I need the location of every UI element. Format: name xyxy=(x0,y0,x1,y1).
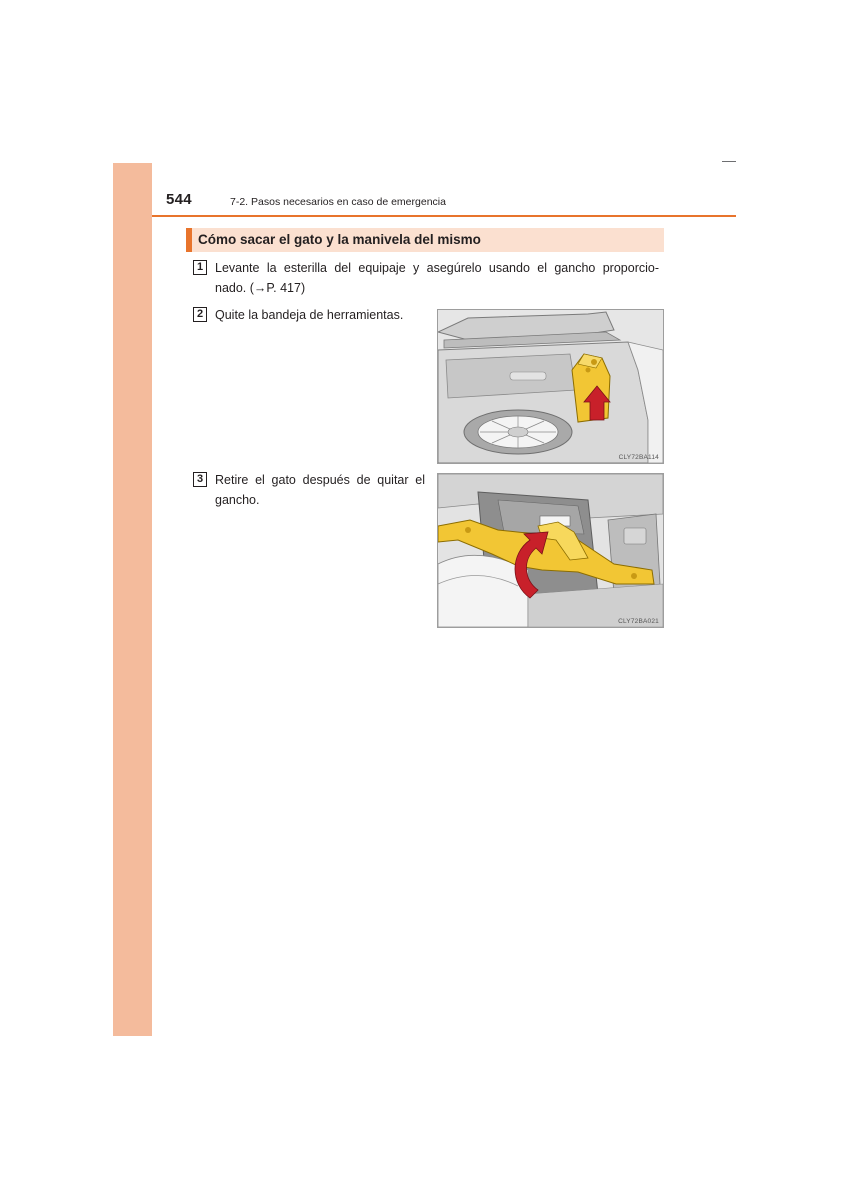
step-1-text-line2: nado. (→P. 417) xyxy=(215,281,306,295)
step-3-text-line2: gancho. xyxy=(215,493,260,507)
header-rule xyxy=(152,215,736,217)
step-3-number: 3 xyxy=(193,472,207,487)
jack-removal-illustration xyxy=(437,473,664,628)
step-1-text-line1: Levante la esterilla del equipaje y asegúrelo usando el gancho proporcio- xyxy=(215,261,659,275)
chapter-title: 7-2. Pasos necesarios en caso de emergencia xyxy=(230,196,446,208)
step-2-number: 2 xyxy=(193,307,207,322)
figure-2-code: CLY72BA021 xyxy=(618,618,659,625)
step-3-text-line1: Retire el gato después de quitar el xyxy=(215,473,425,487)
chapter-side-tab xyxy=(113,163,152,1036)
step-1-number: 1 xyxy=(193,260,207,275)
crop-mark xyxy=(722,161,736,162)
trunk-tool-tray-illustration xyxy=(437,309,664,464)
figure-1-code: CLY72BA114 xyxy=(618,454,659,461)
section-heading: Cómo sacar el gato y la manivela del mismo xyxy=(186,228,664,252)
page-number: 544 xyxy=(166,191,192,208)
step-2-text: Quite la bandeja de herramientas. xyxy=(215,308,404,322)
